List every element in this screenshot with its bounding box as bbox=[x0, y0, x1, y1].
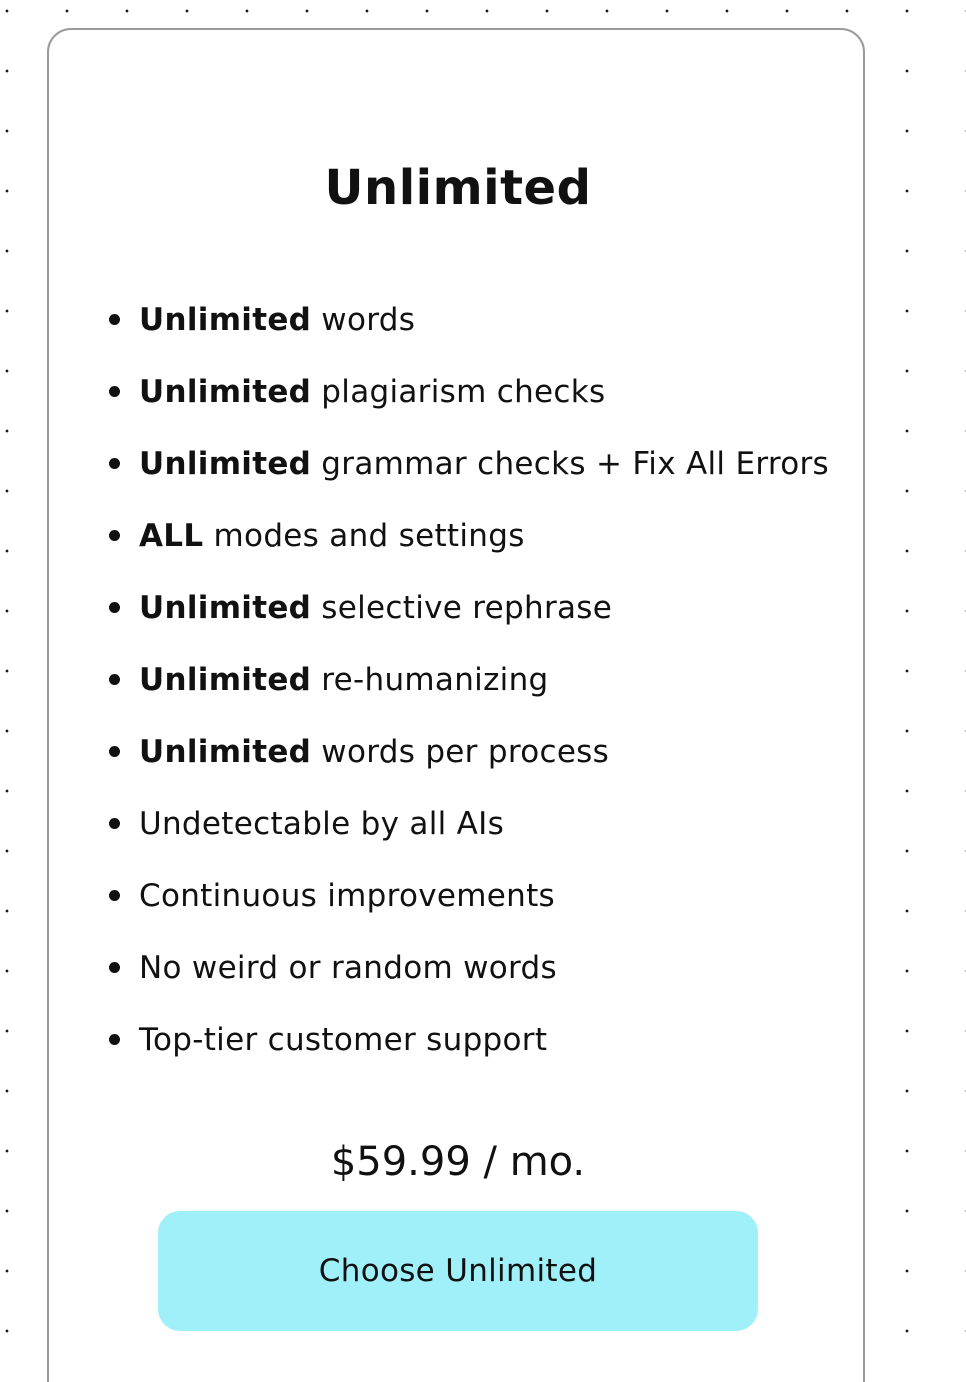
feature-emphasis: Unlimited bbox=[139, 662, 312, 698]
feature-item bbox=[107, 502, 857, 574]
feature-item bbox=[107, 430, 857, 502]
feature-text bbox=[139, 502, 525, 570]
feature-emphasis: Unlimited bbox=[139, 734, 312, 770]
feature-emphasis: ALL bbox=[139, 518, 204, 554]
bullet-icon bbox=[109, 530, 120, 541]
feature-emphasis: Unlimited bbox=[139, 590, 312, 626]
feature-item bbox=[107, 1006, 857, 1078]
bullet-icon bbox=[109, 746, 120, 757]
feature-text bbox=[139, 430, 829, 498]
bullet-icon bbox=[109, 674, 120, 685]
feature-description: Continuous improvements bbox=[139, 878, 555, 914]
feature-text bbox=[139, 1006, 547, 1074]
choose-plan-button[interactable]: Choose Unlimited bbox=[158, 1211, 758, 1331]
feature-description: words bbox=[311, 302, 416, 338]
feature-text bbox=[139, 718, 609, 786]
plan-price: $59.99 / mo. bbox=[330, 1139, 586, 1185]
feature-text bbox=[139, 862, 555, 930]
feature-description: words per process bbox=[311, 734, 610, 770]
feature-item bbox=[107, 790, 857, 862]
feature-text bbox=[139, 646, 549, 714]
feature-description: selective rephrase bbox=[311, 590, 613, 626]
bullet-icon bbox=[109, 386, 120, 397]
feature-description: re-humanizing bbox=[311, 662, 549, 698]
bullet-icon bbox=[109, 314, 120, 325]
feature-item bbox=[107, 286, 857, 358]
plan-title: Unlimited bbox=[324, 160, 592, 216]
feature-description: modes and settings bbox=[203, 518, 525, 554]
feature-item bbox=[107, 646, 857, 718]
pricing-card-unlimited bbox=[47, 28, 865, 1382]
feature-item bbox=[107, 574, 857, 646]
feature-description: No weird or random words bbox=[139, 950, 557, 986]
bullet-icon bbox=[109, 602, 120, 613]
feature-text bbox=[139, 574, 612, 642]
feature-text bbox=[139, 358, 605, 426]
feature-list bbox=[107, 286, 857, 1078]
bullet-icon bbox=[109, 458, 120, 469]
feature-description: Top-tier customer support bbox=[139, 1022, 548, 1058]
bullet-icon bbox=[109, 818, 120, 829]
feature-description: Undetectable by all AIs bbox=[139, 806, 505, 842]
feature-item bbox=[107, 718, 857, 790]
feature-emphasis: Unlimited bbox=[139, 374, 312, 410]
feature-description: plagiarism checks bbox=[311, 374, 606, 410]
feature-item bbox=[107, 862, 857, 934]
feature-text bbox=[139, 790, 504, 858]
feature-text bbox=[139, 286, 415, 354]
feature-description: grammar checks + Fix All Errors bbox=[311, 446, 830, 482]
feature-text bbox=[139, 934, 557, 1002]
feature-emphasis: Unlimited bbox=[139, 446, 312, 482]
bullet-icon bbox=[109, 962, 120, 973]
feature-emphasis: Unlimited bbox=[139, 302, 312, 338]
feature-item bbox=[107, 934, 857, 1006]
bullet-icon bbox=[109, 890, 120, 901]
bullet-icon bbox=[109, 1034, 120, 1045]
feature-item bbox=[107, 358, 857, 430]
